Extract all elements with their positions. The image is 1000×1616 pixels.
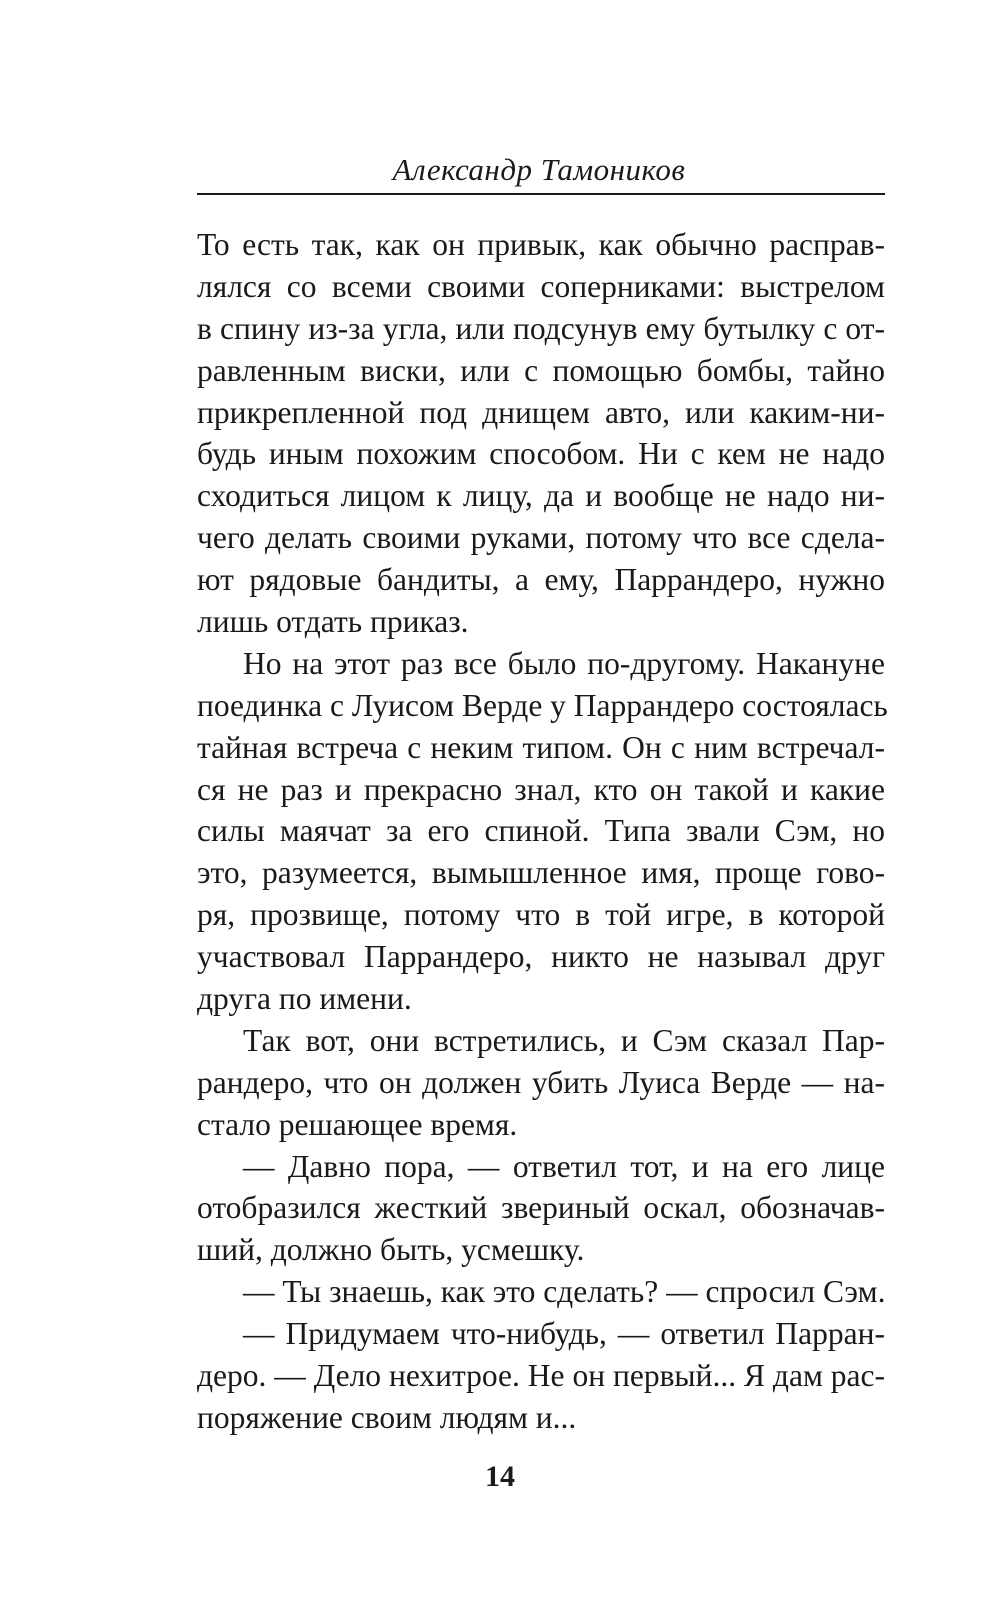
- text-line: равленным виски, или с помощью бомбы, тайно: [197, 352, 885, 388]
- text-line: чего делать своими руками, потому что все сдела-: [197, 520, 885, 556]
- text-line: стало решающее время.: [197, 1106, 518, 1142]
- page-number: 14: [485, 1460, 515, 1493]
- running-header-author: Александр Тамоников: [392, 152, 686, 187]
- text-line: прикрепленной под днищем авто, или каким-ни-: [197, 394, 885, 430]
- text-line: друга по имени.: [197, 981, 412, 1017]
- text-line: лишь отдать приказ.: [197, 604, 469, 640]
- text-line: ря, прозвище, потому что в той игре, в которой: [197, 897, 885, 933]
- text-line: поединка с Луисом Верде у Паррандеро состоялась: [197, 687, 888, 723]
- text-line: участвовал Паррандеро, никто не называл друг: [197, 939, 885, 975]
- text-line: То есть так, как он привык, как обычно расправ-: [197, 227, 885, 262]
- text-line: сходиться лицом к лицу, да и вообще не надо ни-: [197, 478, 885, 514]
- text-line: — Ты знаешь, как это сделать? — спросил Сэм.: [243, 1274, 886, 1310]
- text-line: рандеро, что он должен убить Луиса Верде — на-: [197, 1064, 885, 1100]
- text-line: ся не раз и прекрасно знал, кто он такой и какие: [197, 771, 885, 807]
- text-line: тайная встреча с неким типом. Он с ним встречал-: [197, 729, 885, 765]
- text-line: лялся со всеми своими соперниками: выстрелом: [197, 268, 885, 304]
- text-line: поряжение своим людям и...: [197, 1399, 577, 1435]
- text-line: деро. — Дело нехитрое. Не он первый... Я дам рас-: [197, 1358, 885, 1394]
- text-line: это, разумеется, вымышленное имя, проще гово-: [197, 855, 885, 891]
- text-line: — Придумаем что-нибудь, — ответил Парран-: [243, 1316, 885, 1352]
- text-line: ший, должно быть, усмешку.: [197, 1232, 585, 1268]
- header-rule: [197, 193, 885, 195]
- text-line: — Давно пора, — ответил тот, и на его лице: [243, 1148, 885, 1184]
- text-line: в спину из-за угла, или подсунув ему бутылку с от-: [197, 310, 885, 346]
- text-line: ют рядовые бандиты, а ему, Паррандеро, нужно: [197, 562, 885, 598]
- text-line: отобразился жесткий звериный оскал, обозначав-: [197, 1190, 885, 1226]
- text-line: силы маячат за его спиной. Типа звали Сэм, но: [197, 813, 885, 849]
- body-text: [197, 224, 888, 1439]
- text-line: Так вот, они встретились, и Сэм сказал Пар-: [243, 1022, 885, 1058]
- text-line: Но на этот раз все было по-другому. Накануне: [243, 645, 885, 681]
- text-line: будь иным похожим способом. Ни с кем не надо: [197, 436, 885, 472]
